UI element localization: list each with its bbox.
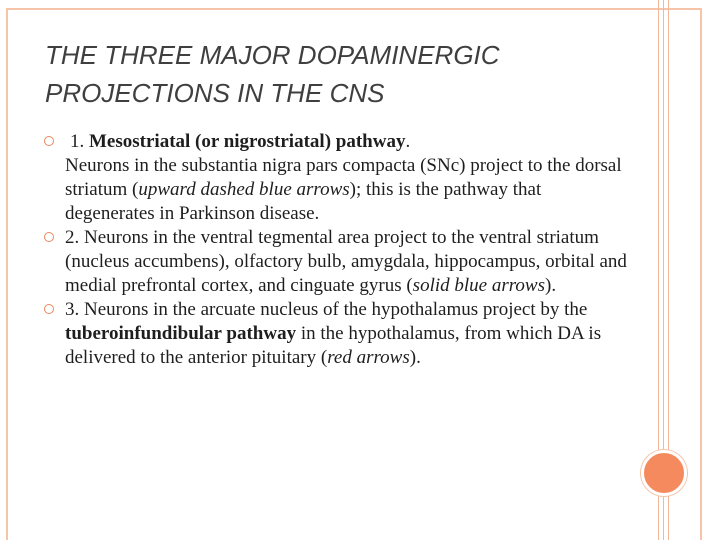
arrow-reference: red arrows [327,347,410,368]
item-punctuation: . [405,131,411,152]
item-number: 1. [70,131,85,152]
item-text-part: 3. Neurons in the arcuate nucleus of the hypothalamus project by the [65,299,588,320]
hollow-circle-bullet-icon [44,304,54,314]
item-text-part: ). [409,347,421,368]
item-text-part: Neurons in the substantia nigra pars compacta (SNc) project to the dorsal striatum ( [65,155,622,200]
bullet-item-mesostriatal [44,130,634,226]
hollow-circle-bullet-icon [44,232,54,242]
pathway-name: tuberoinfundibular pathway [65,323,297,344]
pathway-name: Mesostriatal (or nigrostriatal) pathway [89,131,406,152]
item-text-part: in the hypothalamus, from which DA is delivered to the anterior pituitary ( [65,323,602,368]
item-text [65,298,634,370]
bullet-item-arcuate [44,298,634,370]
hollow-circle-bullet-icon [44,136,54,146]
bullet-item-ventral-tegmental [44,226,634,298]
orange-circle-decoration [641,450,687,496]
item-text-part: ); this is the pathway that degenerates in Parkinson disease. [65,179,542,224]
bullet-list [44,130,634,370]
item-text [65,226,634,298]
item-text-part: 2. Neurons in the ventral tegmental area project to the ventral striatum (nucleus accumbens), olfactory bulb, amygdala, hippocampus, orbital and medial prefrontal cortex, and cinguate gyrus ( [65,227,627,296]
slide-title: THE THREE MAJOR DOPAMINERGIC PROJECTIONS IN THE CNS [45,40,500,108]
item-text-part: ). [545,275,557,296]
item-lead [70,131,410,152]
arrow-reference: upward dashed blue arrows [138,179,350,200]
arrow-reference: solid blue arrows [412,275,545,296]
item-text [65,155,622,224]
